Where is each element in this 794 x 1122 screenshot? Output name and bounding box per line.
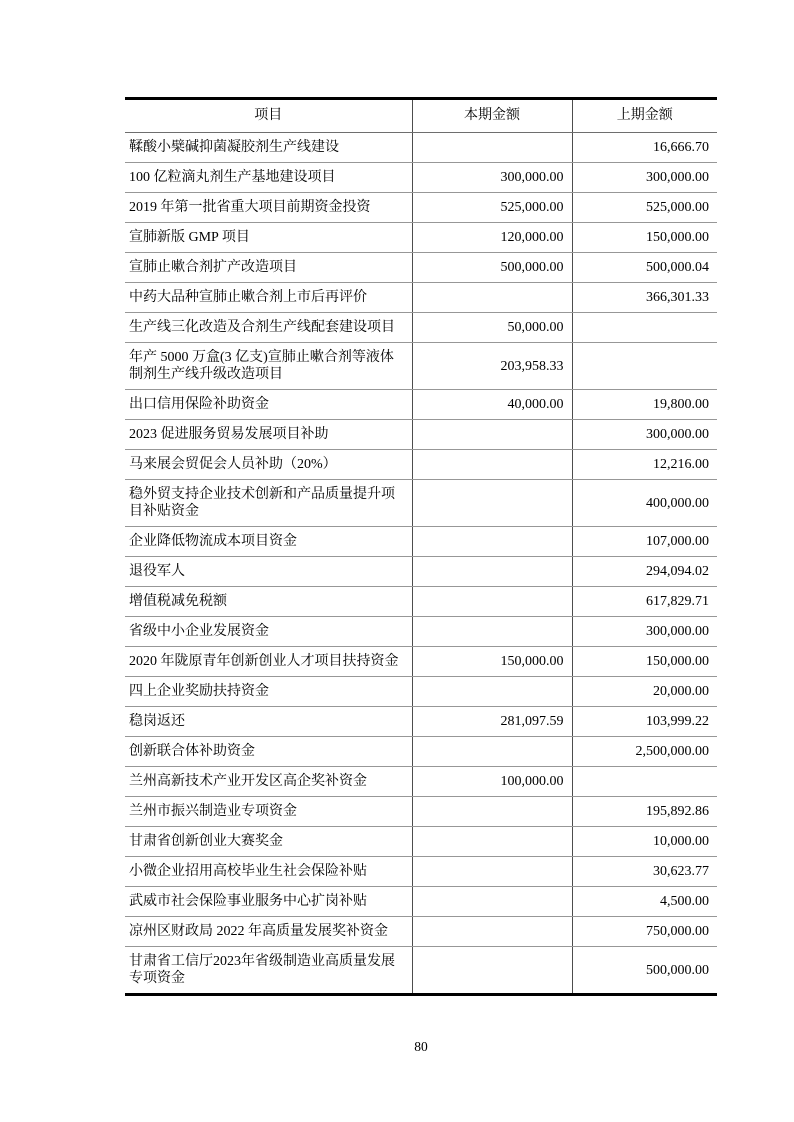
table-row [125, 557, 717, 587]
project-name-cell: 2020 年陇原青年创新创业人才项目扶持资金 [125, 647, 412, 677]
table-row [125, 617, 717, 647]
prior-amount-cell: 300,000.00 [572, 617, 717, 647]
prior-amount-cell: 617,829.71 [572, 587, 717, 617]
current-amount-cell [412, 947, 572, 995]
table-row [125, 450, 717, 480]
project-name-cell: 小微企业招用高校毕业生社会保险补贴 [125, 857, 412, 887]
prior-amount-cell: 294,094.02 [572, 557, 717, 587]
current-amount-cell [412, 827, 572, 857]
project-name-cell: 100 亿粒滴丸剂生产基地建设项目 [125, 163, 412, 193]
current-amount-cell: 500,000.00 [412, 253, 572, 283]
current-amount-cell [412, 677, 572, 707]
current-amount-cell [412, 857, 572, 887]
table-row [125, 253, 717, 283]
project-name-cell: 马来展会贸促会人员补助（20%） [125, 450, 412, 480]
current-amount-cell: 50,000.00 [412, 313, 572, 343]
project-name-cell: 兰州市振兴制造业专项资金 [125, 797, 412, 827]
project-name-cell: 退役军人 [125, 557, 412, 587]
prior-amount-cell: 500,000.04 [572, 253, 717, 283]
current-amount-cell [412, 617, 572, 647]
current-amount-cell: 203,958.33 [412, 343, 572, 390]
prior-amount-cell: 20,000.00 [572, 677, 717, 707]
project-name-cell: 中药大品种宣肺止嗽合剂上市后再评价 [125, 283, 412, 313]
table-row [125, 283, 717, 313]
prior-amount-cell: 150,000.00 [572, 223, 717, 253]
prior-amount-cell: 2,500,000.00 [572, 737, 717, 767]
prior-amount-cell: 10,000.00 [572, 827, 717, 857]
current-amount-cell [412, 480, 572, 527]
table-row [125, 677, 717, 707]
table-row [125, 797, 717, 827]
page-number: 80 [414, 1039, 428, 1054]
project-name-cell: 出口信用保险补助资金 [125, 390, 412, 420]
project-name-cell: 创新联合体补助资金 [125, 737, 412, 767]
prior-amount-cell: 300,000.00 [572, 163, 717, 193]
project-name-cell: 稳岗返还 [125, 707, 412, 737]
prior-amount-cell: 16,666.70 [572, 133, 717, 163]
project-name-cell: 四上企业奖励扶持资金 [125, 677, 412, 707]
current-amount-cell [412, 527, 572, 557]
current-amount-cell: 150,000.00 [412, 647, 572, 677]
table-row [125, 707, 717, 737]
table-row [125, 133, 717, 163]
current-amount-cell: 120,000.00 [412, 223, 572, 253]
table-row [125, 587, 717, 617]
table-header-row [125, 99, 717, 133]
table-row [125, 947, 717, 995]
table-row [125, 857, 717, 887]
prior-amount-cell [572, 343, 717, 390]
current-amount-cell: 40,000.00 [412, 390, 572, 420]
current-amount-cell [412, 737, 572, 767]
project-name-cell: 年产 5000 万盒(3 亿支)宣肺止嗽合剂等液体制剂生产线升级改造项目 [125, 343, 412, 390]
project-name-cell: 增值税减免税额 [125, 587, 412, 617]
project-name-cell: 甘肃省创新创业大赛奖金 [125, 827, 412, 857]
table-row [125, 480, 717, 527]
project-name-cell: 省级中小企业发展资金 [125, 617, 412, 647]
prior-amount-cell: 150,000.00 [572, 647, 717, 677]
table-row [125, 390, 717, 420]
prior-amount-cell: 750,000.00 [572, 917, 717, 947]
table-row [125, 343, 717, 390]
column-header-prior-amount: 上期金额 [572, 99, 717, 133]
prior-amount-cell: 107,000.00 [572, 527, 717, 557]
table-row [125, 163, 717, 193]
project-name-cell: 凉州区财政局 2022 年高质量发展奖补资金 [125, 917, 412, 947]
project-name-cell: 生产线三化改造及合剂生产线配套建设项目 [125, 313, 412, 343]
prior-amount-cell: 366,301.33 [572, 283, 717, 313]
project-name-cell: 甘肃省工信厅2023年省级制造业高质量发展专项资金 [125, 947, 412, 995]
current-amount-cell [412, 797, 572, 827]
prior-amount-cell: 500,000.00 [572, 947, 717, 995]
project-name-cell: 武威市社会保险事业服务中心扩岗补贴 [125, 887, 412, 917]
table-row [125, 737, 717, 767]
project-name-cell: 鞣酸小檗碱抑菌凝胶剂生产线建设 [125, 133, 412, 163]
project-name-cell: 稳外贸支持企业技术创新和产品质量提升项目补贴资金 [125, 480, 412, 527]
table-row [125, 917, 717, 947]
prior-amount-cell: 103,999.22 [572, 707, 717, 737]
table-row [125, 887, 717, 917]
current-amount-cell [412, 283, 572, 313]
table-row [125, 827, 717, 857]
project-name-cell: 2019 年第一批省重大项目前期资金投资 [125, 193, 412, 223]
current-amount-cell [412, 420, 572, 450]
prior-amount-cell: 300,000.00 [572, 420, 717, 450]
table-row [125, 223, 717, 253]
column-header-project: 项目 [125, 99, 412, 133]
prior-amount-cell [572, 767, 717, 797]
project-name-cell: 宣肺新版 GMP 项目 [125, 223, 412, 253]
current-amount-cell: 281,097.59 [412, 707, 572, 737]
current-amount-cell [412, 887, 572, 917]
project-name-cell: 2023 促进服务贸易发展项目补助 [125, 420, 412, 450]
project-name-cell: 企业降低物流成本项目资金 [125, 527, 412, 557]
table-row [125, 420, 717, 450]
current-amount-cell: 100,000.00 [412, 767, 572, 797]
table-row [125, 767, 717, 797]
prior-amount-cell: 400,000.00 [572, 480, 717, 527]
table-row [125, 647, 717, 677]
table-row [125, 193, 717, 223]
table-row [125, 527, 717, 557]
prior-amount-cell: 195,892.86 [572, 797, 717, 827]
project-name-cell: 宣肺止嗽合剂扩产改造项目 [125, 253, 412, 283]
table-row [125, 313, 717, 343]
current-amount-cell [412, 133, 572, 163]
prior-amount-cell: 19,800.00 [572, 390, 717, 420]
prior-amount-cell: 525,000.00 [572, 193, 717, 223]
current-amount-cell [412, 557, 572, 587]
current-amount-cell [412, 450, 572, 480]
prior-amount-cell: 30,623.77 [572, 857, 717, 887]
project-name-cell: 兰州高新技术产业开发区高企奖补资金 [125, 767, 412, 797]
current-amount-cell [412, 917, 572, 947]
prior-amount-cell [572, 313, 717, 343]
current-amount-cell: 300,000.00 [412, 163, 572, 193]
grants-detail-table [125, 97, 717, 996]
prior-amount-cell: 12,216.00 [572, 450, 717, 480]
column-header-current-amount: 本期金额 [412, 99, 572, 133]
prior-amount-cell: 4,500.00 [572, 887, 717, 917]
current-amount-cell: 525,000.00 [412, 193, 572, 223]
current-amount-cell [412, 587, 572, 617]
